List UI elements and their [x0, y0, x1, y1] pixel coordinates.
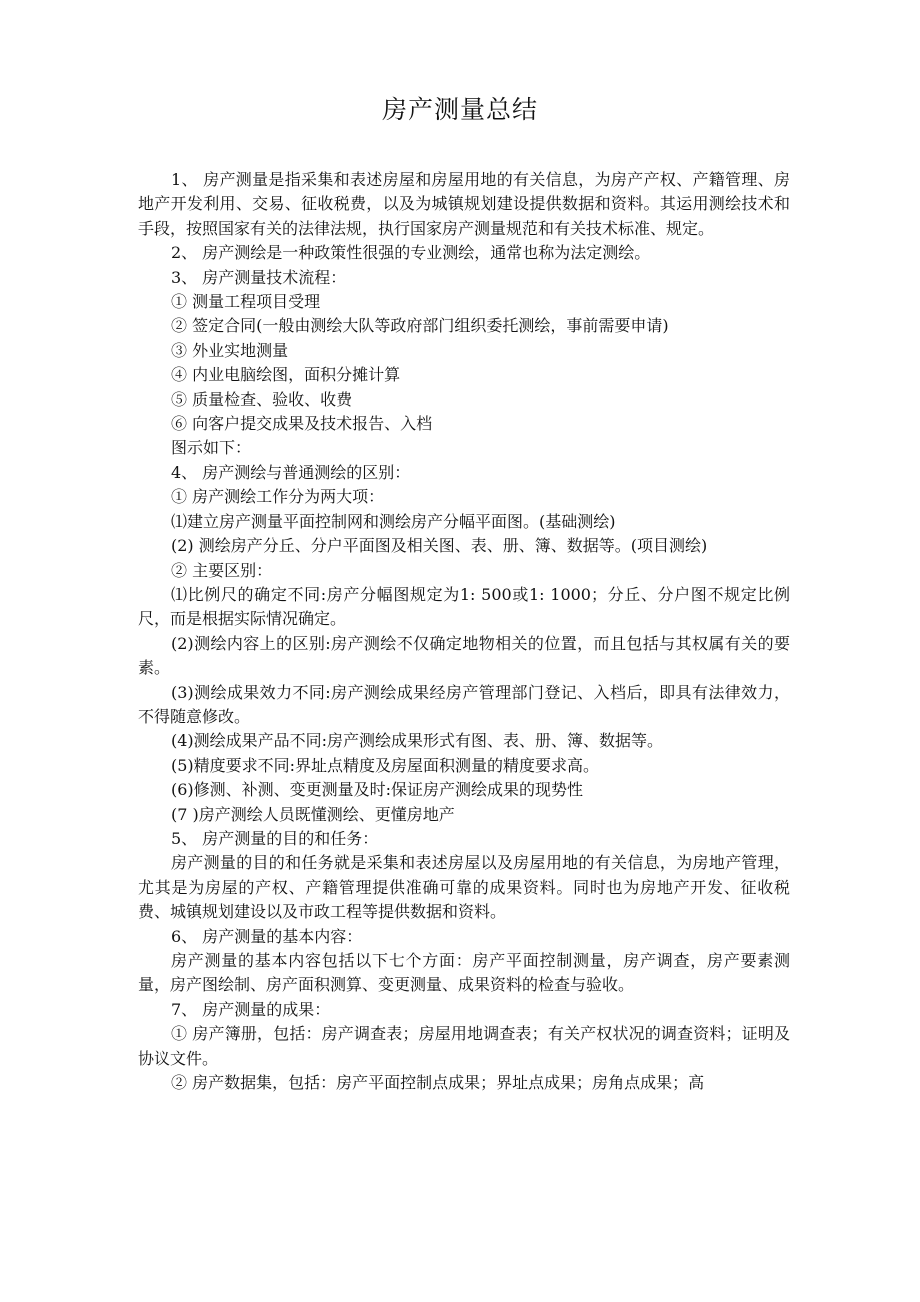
paragraph-3: 3、 房产测量技术流程： — [171, 267, 347, 287]
list-item: ① 测量工程项目受理 — [171, 292, 321, 312]
list-item: ⑤ 质量检查、验收、收费 — [171, 389, 353, 409]
list-item: ① 房产测绘工作分为两大项： — [171, 487, 385, 507]
list-item: ⑴建立房产测量平面控制网和测绘房产分幅平面图。(基础测绘) — [171, 511, 616, 531]
paragraph-6: 6、 房产测量的基本内容： — [171, 926, 363, 946]
paragraph-5-body: 房产测量的目的和任务就是采集和表述房屋以及房屋用地的有关信息，为房地产管理，尤其是为房屋的产权、产籍管理提供准确可靠的成果资料。同时也为房地产开发、征收税费、城镇规划建设以及市政工程等提供数据和资料。 — [138, 853, 790, 922]
paragraph-7: 7、 房产测量的成果： — [171, 999, 331, 1019]
paragraph-6-body: 房产测量的基本内容包括以下七个方面：房产平面控制测量，房产调查，房产要素测量，房产图绘制、房产面积测算、变更测量、成果资料的检查与验收。 — [138, 951, 790, 995]
list-item: (3)测绘成果效力不同:房产测绘成果经房产管理部门登记、入档后，即具有法律效力，不得随意修改。 — [138, 682, 790, 726]
paragraph-1: 1、 房产测量是指采集和表述房屋和房屋用地的有关信息，为房产产权、产籍管理、房地产开发利用、交易、征收税费，以及为城镇规划建设提供数据和资料。其运用测绘技术和手段，按照国家有关的法律法规，执行国家房产测量规范和有关技术标准、规定。 — [138, 170, 790, 238]
paragraph-4: 4、 房产测绘与普通测绘的区别： — [171, 462, 411, 482]
paragraph-2: 2、 房产测绘是一种政策性很强的专业测绘，通常也称为法定测绘。 — [171, 243, 651, 263]
list-item: ⑴比例尺的确定不同:房产分幅图规定为1: 500或1: 1000；分丘、分户图不规定比例尺，而是根据实际情况确定。 — [138, 584, 790, 629]
list-item: ③ 外业实地测量 — [171, 340, 289, 360]
list-item: ④ 内业电脑绘图，面积分摊计算 — [171, 365, 401, 385]
list-item: (2)测绘内容上的区别:房产测绘不仅确定地物相关的位置，而且包括与其权属有关的要素。 — [138, 633, 790, 678]
paragraph-5: 5、 房产测量的目的和任务： — [171, 828, 379, 848]
list-item: ① 房产簿册，包括：房产调查表；房屋用地调查表；有关产权状况的调查资料；证明及协议文件。 — [138, 1024, 790, 1068]
list-item: ② 房产数据集，包括：房产平面控制点成果；界址点成果；房角点成果；高 — [171, 1073, 705, 1093]
list-item: (4)测绘成果产品不同:房产测绘成果形式有图、表、册、簿、数据等。 — [171, 731, 664, 751]
list-item: (7 )房产测绘人员既懂测绘、更懂房地产 — [171, 804, 455, 824]
list-item: ② 主要区别： — [171, 560, 273, 580]
list-item: ⑥ 向客户提交成果及技术报告、入档 — [171, 414, 433, 434]
list-item: ② 签定合同(一般由测绘大队等政府部门组织委托测绘，事前需要申请) — [171, 316, 669, 336]
document-body — [138, 168, 790, 1095]
figure-caption: 图示如下： — [171, 438, 252, 458]
list-item: (2) 测绘房产分丘、分户平面图及相关图、表、册、簿、数据等。(项目测绘) — [171, 536, 708, 556]
document-title: 房产测量总结 — [381, 95, 538, 124]
list-item: (6)修测、补测、变更测量及时:保证房产测绘成果的现势性 — [171, 780, 584, 800]
list-item: (5)精度要求不同:界址点精度及房屋面积测量的精度要求高。 — [171, 755, 600, 775]
